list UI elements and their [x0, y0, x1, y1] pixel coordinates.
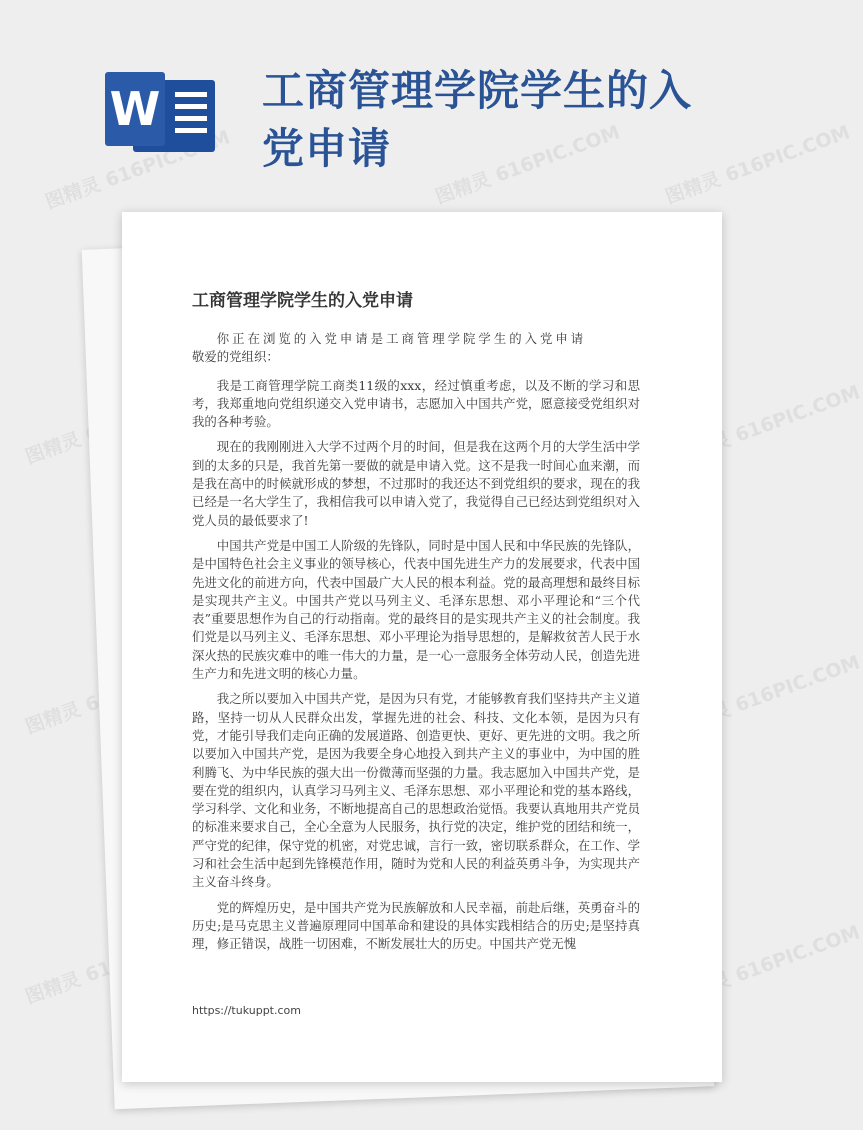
salutation: 敬爱的党组织： — [192, 349, 279, 365]
word-document-icon — [105, 72, 217, 152]
body-paragraph: 党的辉煌历史，是中国共产党为民族解放和人民幸福，前赴后继，英勇奋斗的历史;是马克思主义普遍原理同中国革命和建设的具体实践相结合的历史;是坚持真理，修正错误，战胜一切困难，不断发展壮大的历史。中国共产党无愧 — [192, 899, 640, 952]
watermark: 图精灵 — [22, 698, 84, 739]
document-title: 工商管理学院学生的入党申请 — [192, 291, 413, 311]
document-body — [192, 330, 640, 961]
document-page — [122, 212, 722, 1082]
word-letter: W — [105, 72, 165, 146]
body-paragraph: 现在的我刚刚进入大学不过两个月的时间，但是我在这两个月的大学生活中学到的太多的只是，我首先第一要做的就是申请入党。这不是我一时间心血来潮，而是我在高中的时候就形成的梦想，不过那时的我还达不到党组织的要求，现在的我已经是一名大学生了，我相信我可以申请入党了，我觉得自己已经达到党组织对入党人员的最低要求了! — [192, 439, 640, 528]
watermark: 图精灵 616PIC.COM — [672, 651, 863, 739]
intro-paragraph: 你正在浏览的入党申请是工商管理学院学生的入党申请 — [216, 331, 587, 346]
source-url: https://tukuppt.com — [192, 1004, 301, 1017]
body-paragraph: 中国共产党是中国工人阶级的先锋队，同时是中国人民和中华民族的先锋队，是中国特色社会主义事业的领导核心，代表中国先进生产力的发展要求，代表中国先进文化的前进方向，代表中国最广大人民的根本利益。党的最高理想和最终目标是实现共产主义。中国共产党以马列主义、毛泽东思想、邓小平理论和“三个代表”重要思想作为自己的行动指南。党的最终目的是实现共产主义的社会制度。我们党是以马列主义、毛泽东思想、邓小平理论为指导思想的，是解救贫苦人民于水深火热的民族灾难中的唯一伟大的力量，是一心一意服务全体劳动人民，创造先进生产力和先进文明的核心力量。 — [192, 537, 640, 682]
watermark: 图精灵 — [22, 428, 84, 469]
page-title: 工商管理学院学生的入党申请 — [262, 66, 693, 173]
body-paragraph: 我之所以要加入中国共产党，是因为只有党，才能够教育我们坚持共产主义道路，坚持一切从人民群众出发，掌握先进的社会、科技、文化本领，是因为只有党，才能引导我们走向正确的发展道路、创造更快、更好、更先进的文明。我之所以要加入中国共产党，是因为我要全身心地投入到共产主义的事业中，为中国的胜利腾飞、为中华民族的强大出一份微薄而坚强的力量。我志愿加入中国共产党，是要在党的组织内，认真学习马列主义、毛泽东思想、邓小平理论和党的基本路线，学习科学、文化和业务，不断地提高自己的思想政治觉悟。我要认真地用共产党员的标准来要求自己，全心全意为人民服务，执行党的决定，维护党的团结和统一，严守党的纪律，保守党的机密，对党忠诚，言行一致，密切联系群众，在工作、学习和社会生活中起到先锋模范作用，随时为党和人民的利益英勇斗争，为实现共产主义奋斗终身。 — [192, 691, 640, 890]
watermark: 图精灵 616PIC.COM — [662, 121, 853, 209]
watermark: 图精灵 616PIC.COM — [42, 126, 233, 214]
watermark: 图精灵 616PIC.COM — [672, 921, 863, 1009]
watermark: 图精灵 — [22, 968, 84, 1009]
body-paragraph: 我是工商管理学院工商类11级的xxx，经过慎重考虑，以及不断的学习和思考，我郑重地向党组织递交入党申请书，志愿加入中国共产党，愿意接受党组织对我的各种考验。 — [192, 377, 640, 430]
watermark: 图精灵 616PIC.COM — [672, 381, 863, 469]
watermark: 图精灵 616PIC.COM — [432, 121, 623, 209]
